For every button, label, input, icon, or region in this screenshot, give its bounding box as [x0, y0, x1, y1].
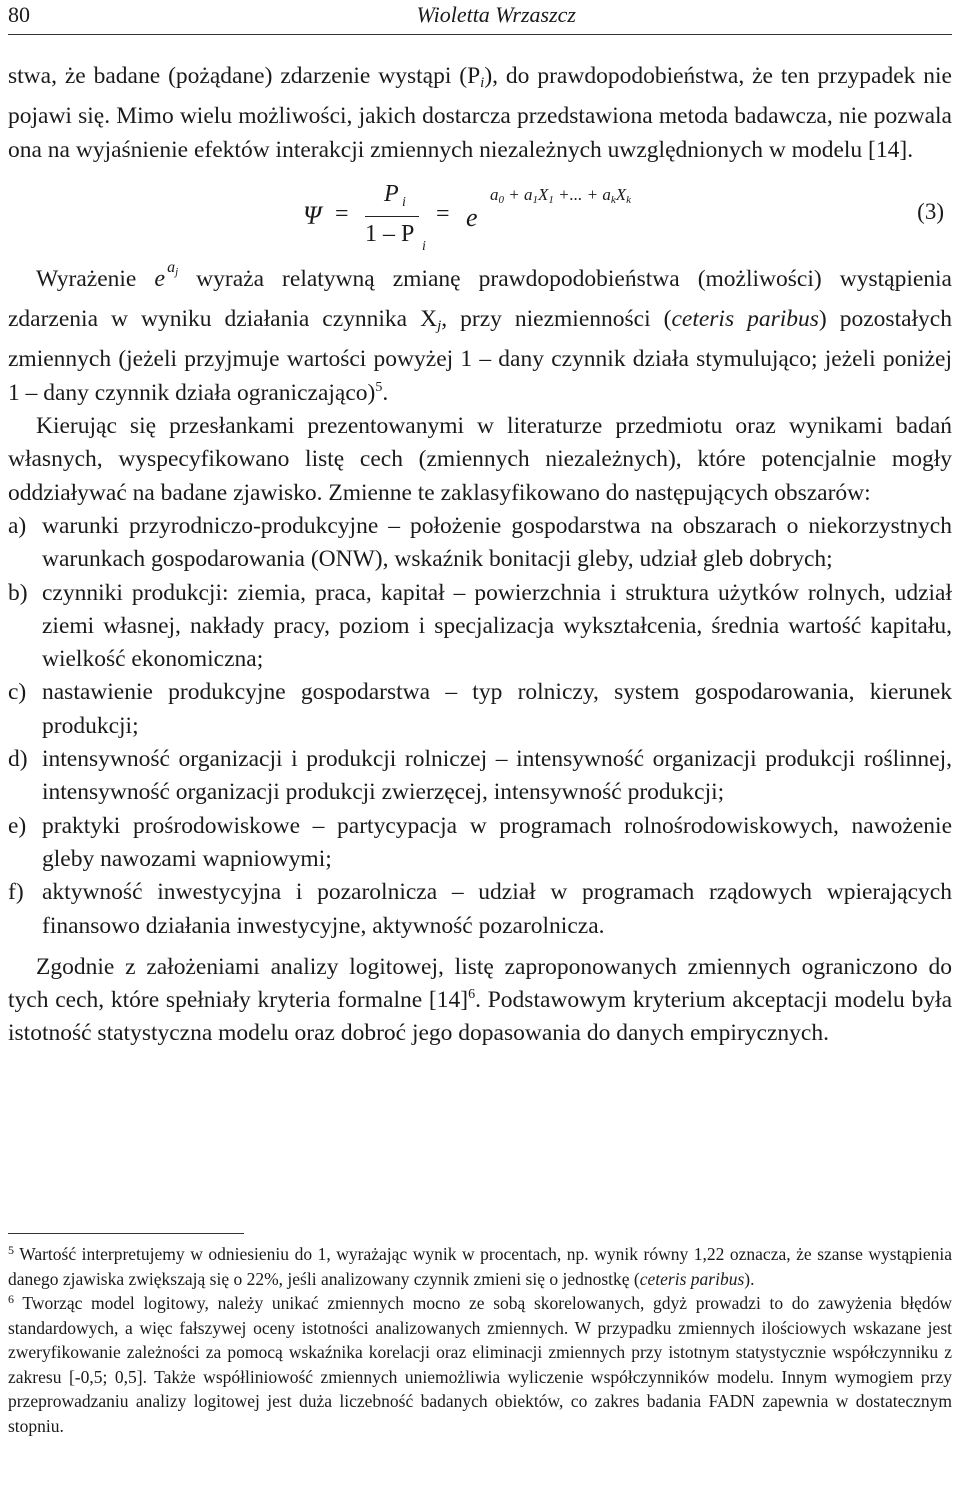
para2-text-1: wyraża relatywną zmianę prawdopodobieństwa (możliwości) wystąpienia zdarzenia w wyniku działania czynnika X — [8, 265, 952, 333]
equation-number: (3) — [917, 198, 944, 224]
eq-base-e: e — [466, 202, 478, 232]
footnote-italic: ceteris paribus — [639, 1268, 745, 1289]
list-marker: d) — [8, 746, 28, 773]
paragraph-variables: Kierując się przesłankami prezentowanymi w literaturze przedmiotu oraz wynikami badań własnych, wyspecyfikowano listę cech (zmiennych niezależnych), które potencjalnie mogły oddziaływać na badane zjawisko. Zmienne te zaklasyfikowano do następujących obszarów: — [8, 413, 952, 506]
variable-area-list — [8, 510, 952, 943]
footnote-text: Tworząc model logitowy, należy unikać zmiennych mocno ze sobą skorelowanych, gdyż prowadzi to do zawyżenia błędów standardowych, a więc fałszywej oceny istotności analizowanych zmiennych. W przypadku zmiennych ilościowych wskazane jest zweryfikowanie zależności za pomocą wskaźnika korelacji oraz eliminacji zmiennych przy istotnym statystycznie współczynniku z zakresu [-0,5; 0,5]. Także współliniowość zmiennych uniemożliwia wyliczenie współczynników modelu. Innym wymogiem przy przeprowadzaniu analizy logitowej jest duża liczebność badanych obiektów, co zakres badania FADN zapewnia w dostatecznym stopniu. — [8, 1293, 952, 1436]
list-item — [8, 876, 952, 943]
eq-exp-sub-kb: k — [626, 193, 631, 206]
para2-end: . — [382, 379, 389, 406]
eq-exp-a0: a — [490, 184, 499, 204]
list-marker: e) — [8, 812, 27, 839]
para2-subscript-j: j — [437, 318, 442, 335]
eq-denominator-subscript: i — [422, 238, 426, 254]
footnote-rule — [8, 1233, 244, 1234]
para4-text-2: . Podstawowym kryterium akceptacji modelu była istotność statystyczna modelu oraz dobroć jego dopasowania do danych empirycznych. — [8, 987, 952, 1047]
header-rule — [8, 34, 952, 35]
list-item — [8, 676, 952, 743]
paragraph-logit-criteria — [8, 951, 952, 1051]
list-item — [8, 743, 952, 810]
paragraph-odds-ratio — [8, 258, 952, 410]
body-text — [8, 60, 952, 1051]
eq-equals-2: = — [436, 200, 450, 227]
eq-numerator: P — [384, 180, 399, 207]
inline-e-sup-j: j — [175, 265, 179, 278]
para2-text-2: , przy niezmienności ( — [441, 306, 672, 333]
eq-numerator-subscript: i — [402, 194, 406, 210]
eq-fraction-bar — [365, 216, 419, 217]
list-item-text: nastawienie produkcyjne gospodarstwa – typ rolniczy, system gospodarowania, kierunek produkcji; — [42, 679, 952, 739]
equation-3 — [8, 181, 952, 261]
intro-text-1: stwa, że badane (pożądane) zdarzenie wystąpi (P — [8, 63, 481, 89]
list-item-text: intensywność organizacji i produkcji rolniczej – intensywność organizacji produkcji roślinnej, intensywność organizacji produkcji zwierzęcej, intensywność produkcji; — [42, 746, 952, 806]
para4-text-1: Zgodnie z założeniami analizy logitowej, listę zaproponowanych zmiennych ograniczono do tych cech, które spełniały kryteria formalne [14] — [8, 953, 952, 1014]
intro-text-2: ), do prawdopodobieństwa, że ten przypadek nie pojawi się. Mimo wielu możliwości, jakich dostarcza przedstawiona metoda badawcza, nie pozwala ona na wyjaśnienie efektów interakcji zmiennych niezależnych uwzględnionych w modelu [14]. — [8, 63, 952, 163]
para2-ceteris-paribus: ceteris paribus — [671, 306, 819, 333]
inline-e-sup-a: a — [167, 258, 176, 276]
para2-lead: Wyrażenie — [36, 265, 155, 292]
footnote-ref-6[interactable]: 6 — [468, 987, 476, 1003]
eq-psi: Ψ — [303, 200, 322, 230]
list-item — [8, 510, 952, 577]
eq-exp-dots: +... + a — [553, 184, 611, 204]
eq-exp-sub-0: 0 — [498, 193, 504, 206]
intro-subscript: i — [480, 75, 485, 91]
list-item-text: praktyki prośrodowiskowe – partycypacja w programach rolnośrodowiskowych, nawożenie gleby nawozami wapniowymi; — [42, 812, 952, 872]
eq-exp-sub-1b: 1 — [548, 193, 554, 206]
eq-exp-x1: X — [537, 184, 549, 204]
footnote-text-end: ). — [744, 1268, 755, 1289]
eq-exp-sub-k: k — [610, 193, 616, 206]
eq-exponent — [490, 185, 631, 206]
list-marker: f) — [8, 879, 24, 906]
eq-denominator: 1 – P — [365, 220, 415, 247]
footnote-number: 5 — [8, 1243, 14, 1257]
list-marker: c) — [8, 679, 27, 706]
para2-text-3: ) pozostałych zmiennych (jeżeli przyjmuje wartości powyżej 1 – dany czynnik działa stymulująco; jeżeli poniżej 1 – dany czynnik działa ograniczająco) — [8, 306, 952, 406]
footnote-ref-5[interactable]: 5 — [375, 379, 383, 395]
inline-e-base: e — [154, 265, 166, 292]
eq-equals-1: = — [335, 200, 349, 227]
inline-e-exponent — [167, 259, 178, 276]
footnote-number: 6 — [8, 1292, 14, 1306]
list-item-text: czynniki produkcji: ziemia, praca, kapitał – powierzchnia i struktura użytków rolnych, udział ziemi własnej, nakłady pracy, poziom i specjalizacja wykształcenia, średnia wartość kapitału, wielkość ekonomiczna; — [42, 579, 952, 673]
list-marker: a) — [8, 512, 27, 539]
page-header — [0, 0, 960, 36]
list-marker: b) — [8, 579, 28, 606]
footnotes — [8, 1242, 952, 1438]
list-item-text: aktywność inwestycyjna i pozarolnicza – udział w programach rządowych wpierających finansowo działania inwestycyjne, aktywność pozarolnicza. — [42, 879, 952, 939]
footnote-5 — [8, 1242, 952, 1291]
eq-exp-sub-1: 1 — [532, 193, 538, 206]
list-item-text: warunki przyrodniczo-produkcyjne – położenie gospodarstwa na obszarach o niekorzystnych warunkach gospodarowania (ONW), wskaźnik bonitacji gleby, udział gleb dobrych; — [42, 512, 952, 573]
intro-paragraph — [8, 60, 952, 167]
eq-exp-xk: X — [615, 184, 627, 204]
inline-exponential — [154, 258, 179, 292]
footnote-text: Wartość interpretujemy w odniesieniu do 1, wyrażając wynik w procentach, np. wynik równy 1,22 oznacza, że szanse wystąpienia danego zjawiska zwiększają się o 22%, jeśli analizowany czynnik zmieni się o jednostkę ( — [8, 1244, 952, 1289]
page-number: 80 — [8, 2, 30, 27]
list-item — [8, 577, 952, 677]
eq-exp-plus-a: + a — [504, 184, 533, 204]
running-head-author: Wioletta Wrzaszcz — [416, 2, 576, 27]
footnote-6 — [8, 1291, 952, 1438]
list-item — [8, 810, 952, 877]
